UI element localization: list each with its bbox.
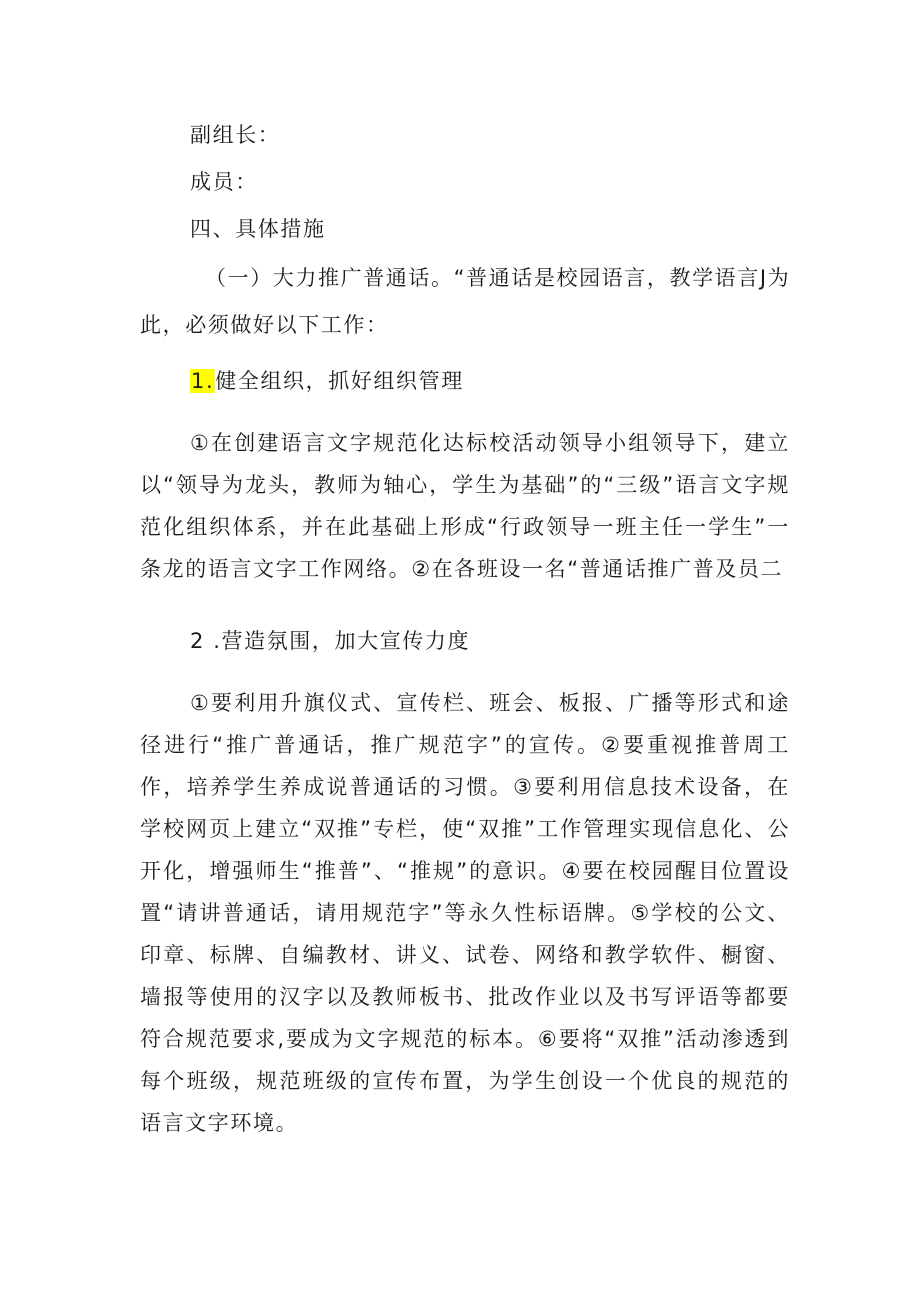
item-one-title: 健全组织，抓好组织管理 (215, 369, 464, 393)
organization-paragraph: ①在创建语言文字规范化达标校活动领导小组领导下，建立以“领导为龙头，教师为轴心，学生为基础”的“三级”语言文字规范化组织体系，并在此基础上形成“行政领导一班主任一学生”一条龙的语言文字工作网络。②在各班设一名“普通话推广普及员二 (140, 431, 790, 581)
item-two-heading: 2 .营造氛围，加大宣传力度 (190, 629, 471, 653)
highlighted-item-number: 1. (191, 369, 215, 393)
subsection-heading-one-continued: 此，必须做好以下工作： (140, 313, 389, 337)
members-line: 成员： (190, 170, 258, 194)
publicity-paragraph: ①要利用升旗仪式、宣传栏、班会、板报、广播等形式和途径进行“推广普通话，推广规范字”的宣传。②要重视推普周工作，培养学生养成说普通话的习惯。③要利用信息技术设备，在学校网页上建立“双推”专栏，使“双推”工作管理实现信息化、公开化，增强师生“推普”、“推规”的意识。④要在校园醒目位置设置“请讲普通话，请用规范字”等永久性标语牌。⑤学校的公文、印章、标牌、自编教材、讲义、试卷、网络和教学软件、橱窗、墙报等使用的汉字以及教师板书、批改作业以及书写评语等都要符合规范要求,要成为文字规范的标本。⑥要将“双推”活动渗透到每个班级，规范班级的宣传布置，为学生创设一个优良的规范的语言文字环境。 (140, 691, 790, 1135)
subsection-heading-one: （一）大力推广普通话。“普通话是校园语言，教学语言J为 (205, 266, 791, 290)
item-one-heading (190, 366, 464, 396)
vice-leader-line: 副组长： (190, 123, 281, 147)
section-heading-four: 四、具体措施 (190, 217, 326, 241)
